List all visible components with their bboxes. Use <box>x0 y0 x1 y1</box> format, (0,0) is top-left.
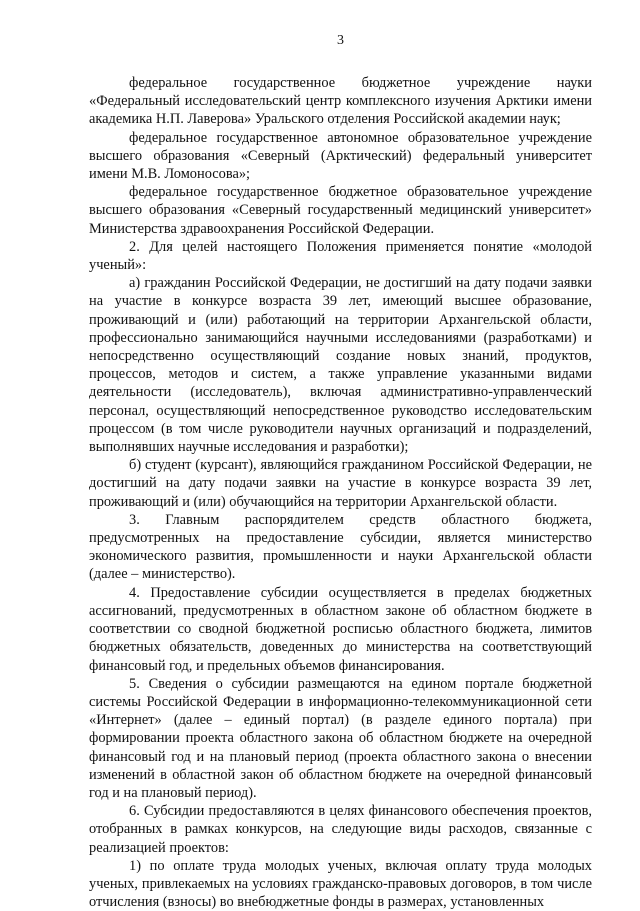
paragraph-org-fic-arctic: федеральное государственное бюджетное учреждение науки «Федеральный исследовательский центр комплексного изучения Арктики имени академика Н.П. Лаверова» Уральского отделения Российской академии наук; <box>89 75 592 128</box>
paragraph-org-nsmu: федеральное государственное бюджетное образовательное учреждение высшего образования «Северный государственный медицинский университет» Министерства здравоохранения Российской Федерации. <box>89 184 592 237</box>
paragraph-young-scientist-definition: 2. Для целей настоящего Положения применяется понятие «молодой ученый»: <box>89 238 592 274</box>
paragraph-6-item-1: 1) по оплате труда молодых ученых, включая оплату труда молодых ученых, привлекаемых на условиях гражданско-правовых договоров, в том числе отчисления (взносы) во внебюджетные фонды в размерах, установленных <box>89 857 592 911</box>
paragraph-4-subsidy-provision: 4. Предоставление субсидии осуществляется в пределах бюджетных ассигнований, предусмотренных в областном законе об областном бюджете в соответствии со сводной бюджетной росписью областного бюджета, лимитов бюджетных обязательств, доведенных до министерства на соответствующий финансовый год, и предельных объемов финансирования. <box>89 584 592 674</box>
paragraph-item-a: а) гражданин Российской Федерации, не достигший на дату подачи заявки на участие в конкурсе возраста 39 лет, имеющий высшее образование, проживающий и (или) работающий на территории Архангельской области, профессионально занимающийся научными исследованиями (разработками) и непосредственно осуществляющий создание новых знаний, продуктов, процессов, методов и систем, а также управление указанными видами деятельности (исследователь), включая административно-управленческий персонал, осуществляющий непосредственное руководство исследовательским процессом (в том числе руководители научных организаций и подразделений, выполнявших научные исследования и разработки); <box>89 275 592 456</box>
paragraph-item-b: б) студент (курсант), являющийся гражданином Российской Федерации, не достигший на дату подачи заявки на участие в конкурсе возраста 39 лет, проживающий и (или) обучающийся на территории Архангельской области. <box>89 457 592 510</box>
page-number: 3 <box>337 33 344 48</box>
paragraph-org-narfu: федеральное государственное автономное образовательное учреждение высшего образования «Северный (Арктический) федеральный университет имени М.В. Ломоносова»; <box>89 129 592 183</box>
paragraph-5-subsidy-info: 5. Сведения о субсидии размещаются на едином портале бюджетной системы Российской Федерации в информационно-телекоммуникационной сети «Интернет» (далее – единый портал) (в разделе единого портала) при формировании проекта областного закона об областном бюджете на очередной финансовый год и на плановый период (проекта областного закона о внесении изменений в областной закон об областном бюджете на очередной финансовый год и на плановый период). <box>89 675 592 801</box>
paragraph-3-main-manager: 3. Главным распорядителем средств областного бюджета, предусмотренных на предоставление субсидии, является министерство экономического развития, промышленности и науки Архангельской области (далее – министерство). <box>89 511 592 583</box>
paragraph-6-subsidy-purposes: 6. Субсидии предоставляются в целях финансового обеспечения проектов, отобранных в рамках конкурсов, на следующие виды расходов, связанные с реализацией проектов: <box>89 803 592 856</box>
